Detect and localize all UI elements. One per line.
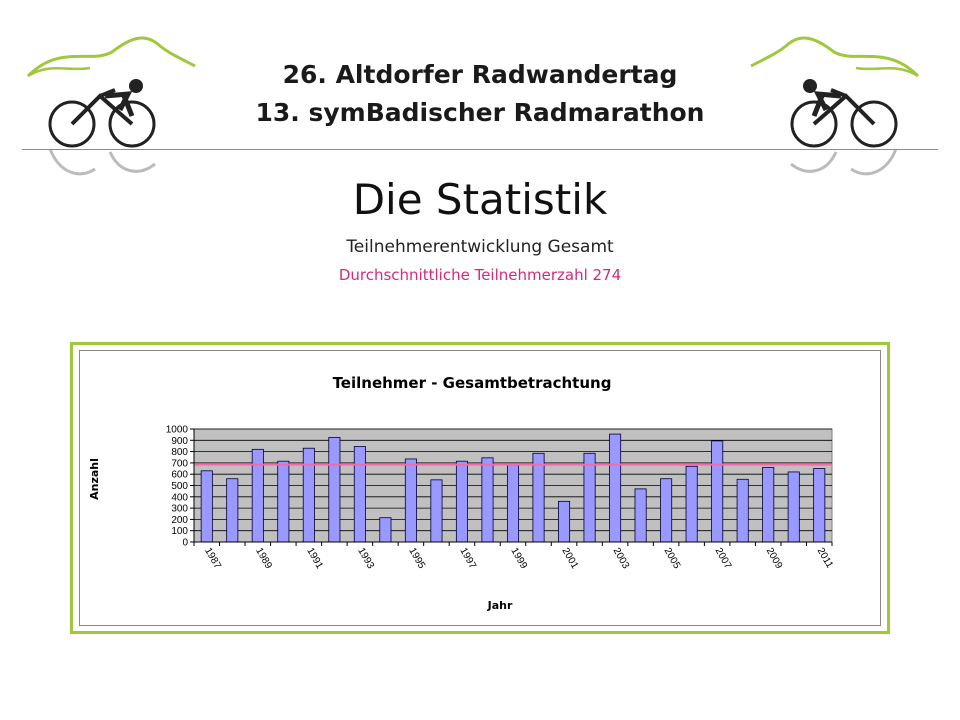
bar-2003 [609,434,620,542]
x-tick-label: 2007 [712,546,734,571]
bar-2005 [661,479,672,542]
bar-1996 [431,480,442,542]
x-tick-label: 2001 [559,546,581,571]
bar-1987 [201,471,212,542]
header-divider [22,149,938,150]
y-tick-label: 700 [171,458,188,470]
x-tick-label: 1999 [508,546,530,571]
x-tick-label: 2005 [661,546,683,571]
bar-2008 [737,479,748,542]
y-tick-label: 900 [171,435,188,447]
bar-2009 [763,467,774,542]
x-tick-label: 2009 [763,546,785,571]
x-tick-label: 1995 [406,546,427,571]
y-tick-label: 1000 [165,424,188,436]
bar-2000 [533,453,544,542]
chart-title: Teilnehmer - Gesamtbetrachtung [332,374,612,392]
x-tick-label: 1997 [457,546,479,571]
chart-container [79,350,881,626]
average-participants-text: Durchschnittliche Teilnehmerzahl 274 [338,266,622,284]
bar-1988 [227,479,238,542]
bar-2007 [712,441,723,542]
bar-chart [80,351,880,625]
bar-2010 [788,472,799,542]
bar-2011 [814,469,825,542]
y-tick-label: 500 [171,481,188,492]
bar-1992 [329,437,340,542]
y-tick-label: 400 [171,492,188,504]
y-tick-label: 200 [171,514,188,526]
bar-1994 [380,518,391,542]
bar-1998 [482,458,493,542]
bar-1995 [405,459,416,542]
bar-1997 [456,461,467,542]
bar-1993 [354,447,365,542]
y-tick-label: 300 [171,503,188,515]
x-tick-label: 1993 [355,546,376,571]
x-tick-label: 1989 [253,546,274,571]
header-title-line2: 13. symBadischer Radmarathon [255,98,705,127]
bar-2002 [584,453,595,542]
bar-2006 [686,466,697,542]
y-tick-label: 600 [171,469,188,481]
y-tick-label: 800 [171,447,188,459]
header-title-line1: 26. Altdorfer Radwandertag [282,60,678,89]
x-tick-label: 2011 [814,546,835,571]
bar-2004 [635,489,646,542]
x-tick-label: 2003 [610,546,632,571]
bar-1990 [278,461,289,542]
x-tick-label: 1987 [202,546,223,571]
page-subtitle: Teilnehmerentwicklung Gesamt [346,237,614,257]
bar-1999 [507,465,518,542]
chart-frame [70,342,890,634]
y-axis-label: Anzahl [88,458,101,500]
bar-2001 [558,501,569,542]
y-tick-label: 100 [171,526,188,538]
y-tick-label: 0 [182,537,188,549]
page-title: Die Statistik [352,175,608,224]
bar-1989 [252,449,263,542]
x-tick-label: 1991 [304,546,325,571]
x-axis-label: Jahr [487,599,513,612]
bar-1991 [303,448,314,542]
